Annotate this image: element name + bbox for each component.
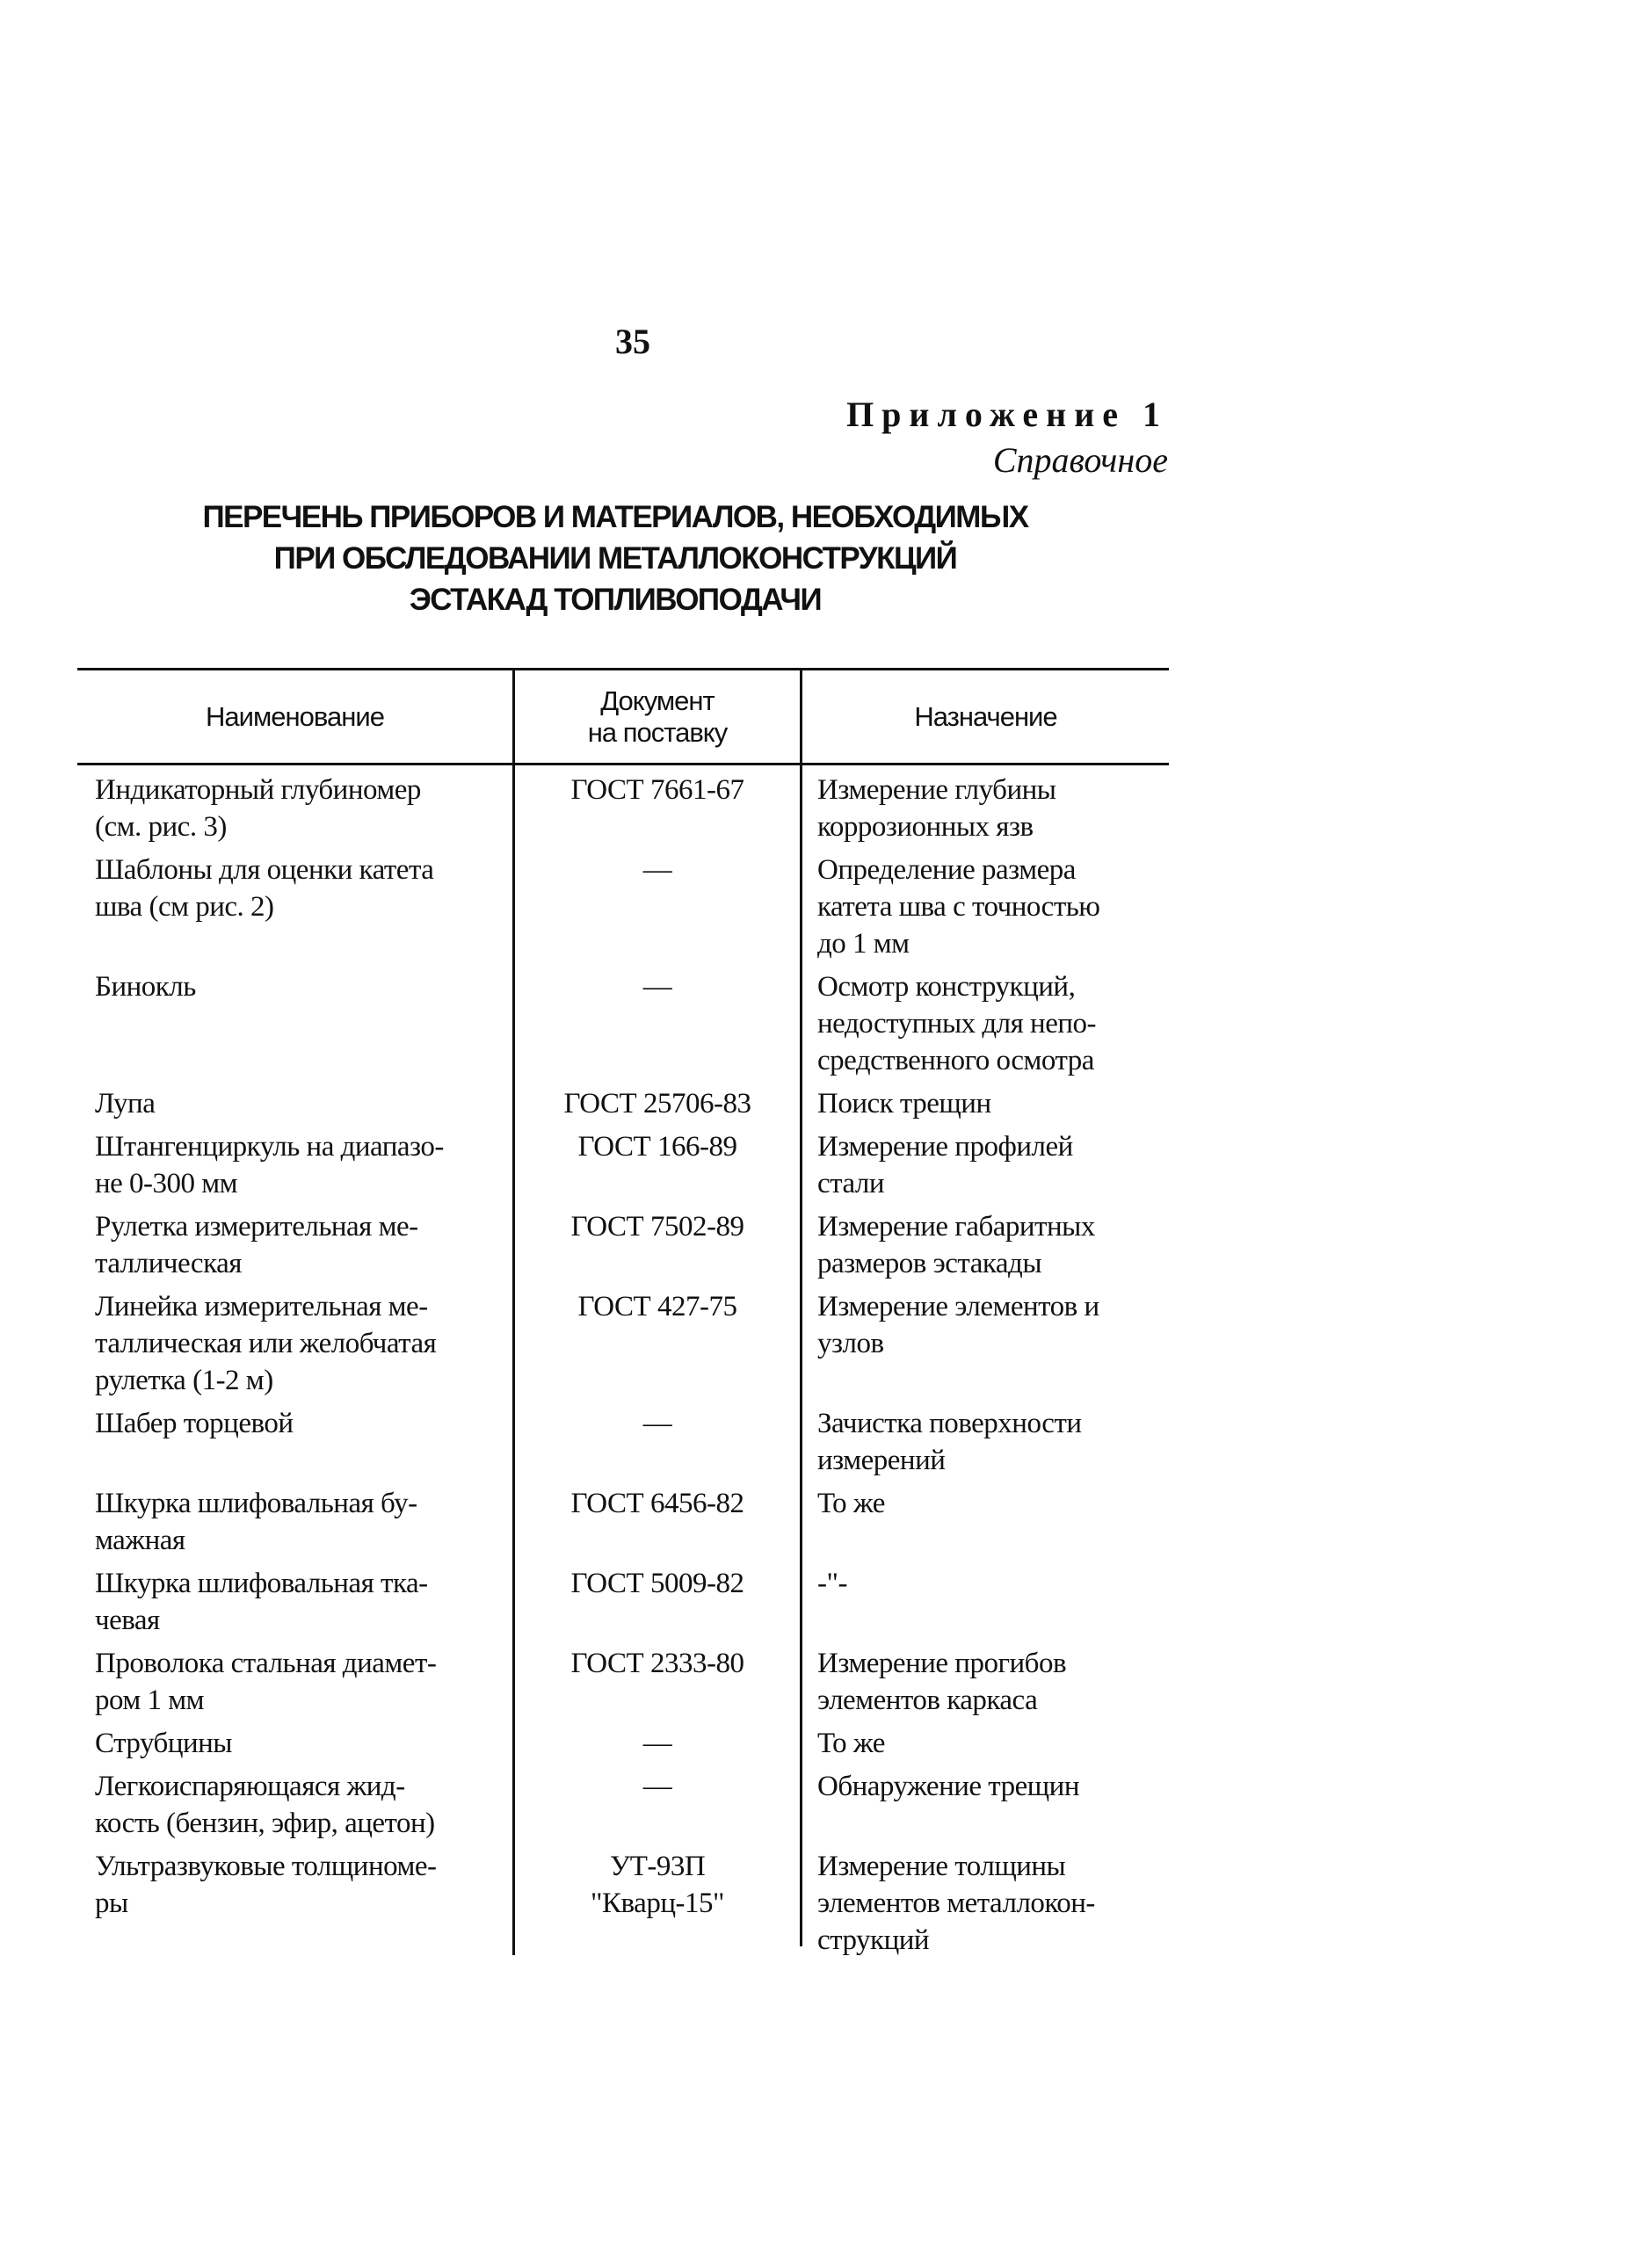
cell-document-line: — xyxy=(642,1728,672,1759)
cell-name-line: чевая xyxy=(95,1605,160,1636)
cell-purpose xyxy=(802,1405,1169,1479)
cell-name xyxy=(77,1848,512,1959)
cell-name xyxy=(77,1128,512,1202)
cell-purpose xyxy=(802,1288,1169,1399)
cell-document xyxy=(512,1405,802,1479)
cell-name-line: Лупа xyxy=(95,1088,156,1120)
table-row xyxy=(77,968,1169,1085)
cell-purpose-line: Осмотр конструкций, xyxy=(817,971,1076,1003)
cell-purpose-line: узлов xyxy=(817,1328,884,1359)
cell-purpose xyxy=(802,1565,1169,1639)
table-row xyxy=(77,1128,1169,1208)
cell-name-line: Штангенциркуль на диапазо- xyxy=(95,1131,444,1163)
cell-purpose xyxy=(802,1485,1169,1559)
cell-document xyxy=(512,1768,802,1842)
cell-name xyxy=(77,1565,512,1639)
cell-name-line: ром 1 мм xyxy=(95,1685,205,1716)
cell-name-line: ры xyxy=(95,1888,128,1919)
cell-name-line: рулетка (1-2 м) xyxy=(95,1365,273,1396)
cell-purpose xyxy=(802,1725,1169,1762)
cell-document-line: ГОСТ 2333-80 xyxy=(570,1648,744,1679)
cell-name xyxy=(77,1208,512,1282)
table-row xyxy=(77,1085,1169,1128)
cell-document-line: — xyxy=(642,1771,672,1802)
cell-name-line: (см. рис. 3) xyxy=(95,811,227,843)
cell-name-line: не 0-300 мм xyxy=(95,1168,238,1199)
cell-purpose xyxy=(802,851,1169,962)
cell-document-line: ГОСТ 5009-82 xyxy=(570,1568,744,1599)
cell-document xyxy=(512,1485,802,1559)
table-row xyxy=(77,772,1169,851)
cell-document xyxy=(512,772,802,845)
cell-purpose xyxy=(802,968,1169,1079)
cell-name-line: шва (см рис. 2) xyxy=(95,891,274,923)
cell-document xyxy=(512,1645,802,1719)
cell-document-line: ГОСТ 7502-89 xyxy=(570,1211,744,1243)
table-row xyxy=(77,1405,1169,1485)
header-document-line: Документ xyxy=(600,685,715,716)
cell-document-line: — xyxy=(642,971,672,1003)
cell-purpose-line: стали xyxy=(817,1168,885,1199)
table-row xyxy=(77,1768,1169,1848)
cell-document xyxy=(512,851,802,962)
cell-name-line: Проволока стальная диамет- xyxy=(95,1648,437,1679)
table-body xyxy=(77,772,1169,1965)
document-title-line: ПРИ ОБСЛЕДОВАНИИ МЕТАЛЛОКОНСТРУКЦИЙ xyxy=(273,541,957,576)
cell-name-line: Линейка измерительная ме- xyxy=(95,1291,428,1322)
cell-purpose-line: -"- xyxy=(817,1568,847,1599)
cell-name-line: таллическая xyxy=(95,1248,242,1279)
cell-document-line: ГОСТ 166-89 xyxy=(577,1131,737,1163)
cell-purpose-line: Поиск трещин xyxy=(817,1088,991,1120)
cell-name xyxy=(77,1645,512,1719)
cell-document-line: ГОСТ 427-75 xyxy=(577,1291,737,1322)
cell-purpose xyxy=(802,1128,1169,1202)
appendix-label: Приложение 1 xyxy=(846,395,1168,434)
cell-document-line: ГОСТ 7661-67 xyxy=(570,774,744,806)
cell-name xyxy=(77,772,512,845)
cell-name-line: Шаблоны для оценки катета xyxy=(95,854,434,886)
cell-document-line: — xyxy=(642,854,672,886)
cell-name xyxy=(77,1405,512,1479)
cell-purpose-line: элементов каркаса xyxy=(817,1685,1038,1716)
table-header-rule xyxy=(77,763,1169,765)
document-title-line: ЭСТАКАД ТОПЛИВОПОДАЧИ xyxy=(409,583,822,617)
cell-purpose xyxy=(802,772,1169,845)
appendix-type: Справочное xyxy=(992,440,1168,480)
cell-document xyxy=(512,1288,802,1399)
table-row xyxy=(77,851,1169,968)
cell-document xyxy=(512,1085,802,1122)
cell-document-line: "Кварц-15" xyxy=(591,1888,724,1919)
cell-purpose xyxy=(802,1208,1169,1282)
cell-name-line: Индикаторный глубиномер xyxy=(95,774,421,806)
cell-purpose-line: Определение размера xyxy=(817,854,1076,886)
cell-purpose-line: средственного осмотра xyxy=(817,1045,1094,1076)
cell-purpose-line: Зачистка поверхности xyxy=(817,1408,1082,1439)
cell-name xyxy=(77,1725,512,1762)
cell-purpose-line: до 1 мм xyxy=(817,928,910,960)
header-purpose: Назначение xyxy=(914,700,1057,732)
cell-purpose-line: Измерение профилей xyxy=(817,1131,1073,1163)
cell-name-line: Рулетка измерительная ме- xyxy=(95,1211,418,1243)
cell-name-line: Струбцины xyxy=(95,1728,232,1759)
cell-purpose xyxy=(802,1645,1169,1719)
cell-purpose-line: То же xyxy=(817,1728,885,1759)
cell-document xyxy=(512,1725,802,1762)
cell-name-line: Легкоиспаряющаяся жид- xyxy=(95,1771,405,1802)
table-row xyxy=(77,1485,1169,1565)
cell-purpose-line: То же xyxy=(817,1488,885,1519)
table-row xyxy=(77,1208,1169,1288)
cell-purpose-line: коррозионных язв xyxy=(817,811,1034,843)
table-row xyxy=(77,1725,1169,1768)
cell-purpose-line: Измерение прогибов xyxy=(817,1648,1067,1679)
cell-document xyxy=(512,1848,802,1959)
cell-document-line: ГОСТ 6456-82 xyxy=(570,1488,744,1519)
cell-purpose-line: элементов металлокон- xyxy=(817,1888,1095,1919)
cell-name-line: Шкурка шлифовальная тка- xyxy=(95,1568,428,1599)
cell-purpose xyxy=(802,1848,1169,1959)
table-row xyxy=(77,1645,1169,1725)
cell-name xyxy=(77,851,512,962)
cell-document xyxy=(512,1208,802,1282)
cell-name-line: кость (бензин, эфир, ацетон) xyxy=(95,1808,435,1839)
cell-name xyxy=(77,968,512,1079)
header-name: Наименование xyxy=(206,700,384,732)
cell-name-line: Шкурка шлифовальная бу- xyxy=(95,1488,417,1519)
cell-document xyxy=(512,1565,802,1639)
cell-purpose-line: струкций xyxy=(817,1924,930,1956)
cell-document xyxy=(512,968,802,1079)
cell-purpose xyxy=(802,1085,1169,1122)
table-row xyxy=(77,1848,1169,1965)
cell-name xyxy=(77,1085,512,1122)
cell-purpose-line: Измерение элементов и xyxy=(817,1291,1099,1322)
cell-purpose-line: Измерение толщины xyxy=(817,1851,1066,1882)
table-row xyxy=(77,1288,1169,1405)
cell-document xyxy=(512,1128,802,1202)
document-title xyxy=(176,496,1055,620)
cell-purpose-line: Обнаружение трещин xyxy=(817,1771,1079,1802)
cell-name-line: мажная xyxy=(95,1525,185,1556)
cell-purpose-line: Измерение габаритных xyxy=(817,1211,1095,1243)
table-row xyxy=(77,1565,1169,1645)
header-document-line: на поставку xyxy=(587,716,728,748)
header-document xyxy=(515,670,800,763)
cell-purpose-line: размеров эстакады xyxy=(817,1248,1042,1279)
cell-name-line: Шабер торцевой xyxy=(95,1408,294,1439)
cell-purpose-line: недоступных для непо- xyxy=(817,1008,1097,1040)
cell-name xyxy=(77,1768,512,1842)
cell-purpose-line: Измерение глубины xyxy=(817,774,1056,806)
cell-document-line: ГОСТ 25706-83 xyxy=(563,1088,751,1120)
cell-name-line: Ультразвуковые толщиноме- xyxy=(95,1851,437,1882)
cell-document-line: — xyxy=(642,1408,672,1439)
cell-purpose-line: катета шва с точностью xyxy=(817,891,1100,923)
page-number: 35 xyxy=(615,322,650,361)
cell-name-line: Бинокль xyxy=(95,971,196,1003)
cell-purpose-line: измерений xyxy=(817,1445,946,1476)
cell-purpose xyxy=(802,1768,1169,1842)
cell-name xyxy=(77,1288,512,1399)
cell-document-line: УТ-93П xyxy=(609,1851,706,1882)
cell-name xyxy=(77,1485,512,1559)
document-title-line: ПЕРЕЧЕНЬ ПРИБОРОВ И МАТЕРИАЛОВ, НЕОБХОДИМЫХ xyxy=(202,500,1028,534)
cell-name-line: таллическая или желобчатая xyxy=(95,1328,437,1359)
